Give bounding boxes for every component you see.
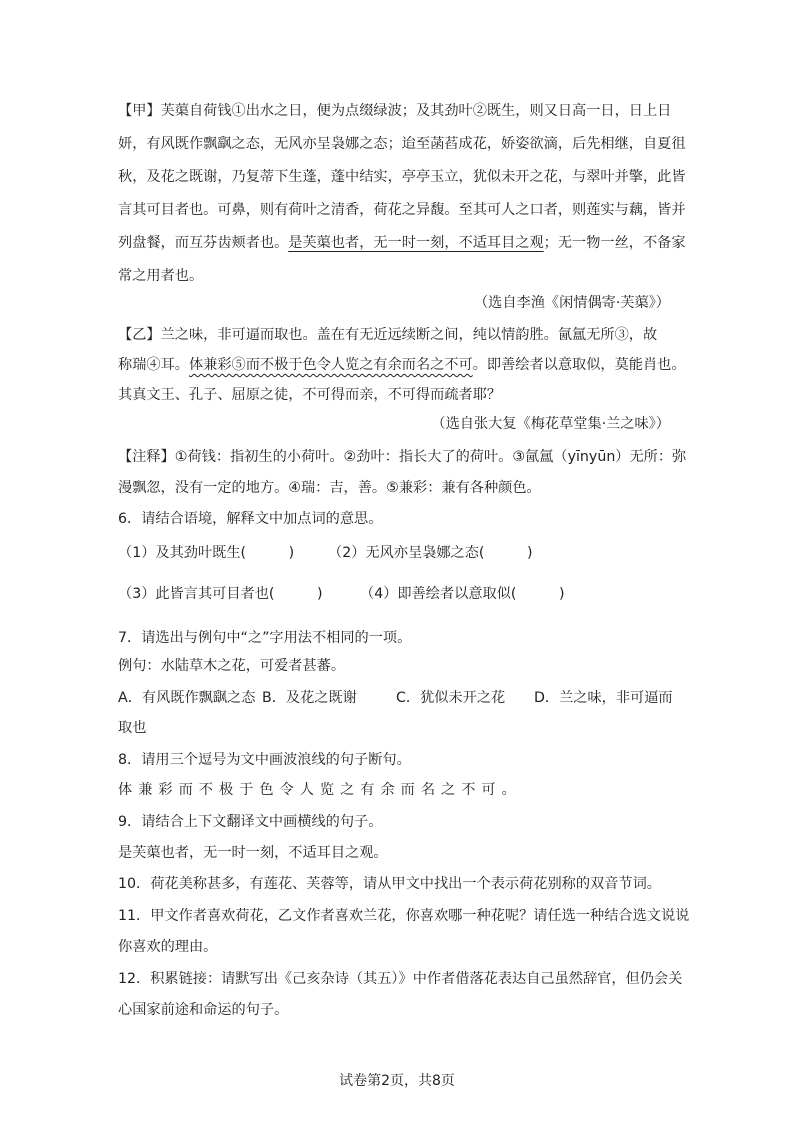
question-10: 10．荷花美称甚多，有莲花、芙蓉等，请从甲文中找出一个表示荷花别称的双音节词。	[118, 876, 661, 892]
question-7-option-d-cont: 取也	[118, 720, 147, 736]
question-9: 9．请结合上下文翻译文中画横线的句子。	[118, 814, 383, 830]
passage-yi-line-1: 【乙】兰之味，非可逼而取也。盖在有无近远续断之间，纯以情韵胜。氤氲无所③，故	[118, 327, 658, 343]
passage-yi-line-2	[118, 354, 686, 374]
question-7-option-d: D．兰之味，非可逼而	[534, 690, 673, 706]
question-6-item-1: （1）及其劲叶既生( )	[118, 545, 295, 561]
passage-yi-source: （选自张大复《梅花草堂集·兰之味》）	[431, 416, 670, 432]
page-footer: 试卷第2页，共8页	[339, 1073, 455, 1089]
passage-jia-line-5-a: 列盘餐，而互芬齿颊者也。	[118, 235, 289, 251]
passage-jia-line-4: 言其可目者也。可鼻，则有荷叶之清香，荷花之异馥。至其可人之口者，则莲实与藕，皆并	[118, 202, 686, 218]
question-7: 7．请选出与例句中“之”字用法不相同的一项。	[118, 630, 412, 646]
question-9-text: 是芙蕖也者，无一时一刻，不适耳目之观。	[118, 845, 388, 861]
question-12-cont: 心国家前途和命运的句子。	[118, 1002, 289, 1018]
question-8: 8．请用三个逗号为文中画波浪线的句子断句。	[118, 752, 411, 768]
question-11: 11．甲文作者喜欢荷花，乙文作者喜欢兰花，你喜欢哪一种花呢？请任选一种结合选文说说	[118, 908, 690, 924]
question-6-item-3: （3）此皆言其可目者也( )	[118, 586, 323, 602]
question-6: 6．请结合语境，解释文中加点词的意思。	[118, 511, 383, 527]
question-8-text: 体兼彩而不极于色令人览之有余而名之不可。	[118, 782, 522, 798]
passage-yi-line-2-c: 。即善绘者以意取似，莫能肖也。	[472, 357, 686, 373]
underlined-sentence: 是芙蕖也者，无一时一刻，不适耳目之观	[288, 235, 544, 251]
passage-yi-line-3: 其真文王、孔子、屈原之徒，不可得而亲，不可得而疏者耶？	[118, 387, 502, 403]
question-11-cont: 你喜欢的理由。	[118, 939, 218, 955]
passage-yi-line-2-a: 称瑞④耳。	[118, 357, 189, 373]
question-7-option-a: A．有风既作飘飖之态	[118, 690, 256, 706]
question-7-option-c: C．犹似未开之花	[396, 690, 506, 706]
question-6-item-4: （4）即善绘者以意取似( )	[360, 586, 565, 602]
question-6-item-2: （2）无风亦呈袅娜之态( )	[328, 545, 533, 561]
passage-jia-line-1: 【甲】芙蕖自荷钱①出水之日，便为点缀绿波；及其劲叶②既生，则又日高一日，日上日	[118, 103, 672, 119]
wavy-underlined-sentence: 体兼彩⑤而不极于色令人览之有余而名之不可	[188, 357, 473, 373]
passage-jia-line-2: 妍，有风既作飘飖之态，无风亦呈袅娜之态；迨至菡萏成花，娇姿欲滴，后先相继，自夏徂	[118, 136, 686, 152]
passage-jia-line-5	[118, 232, 686, 252]
question-7-option-b: B．及花之既谢	[262, 690, 357, 706]
question-12: 12．积累链接：请默写出《己亥杂诗（其五）》中作者借落花表达自己虽然辞官，但仍会关	[118, 971, 683, 987]
question-7-example: 例句：水陆草木之花，可爱者甚蕃。	[118, 658, 346, 674]
notes-line-1: 【注释】①荷钱：指初生的小荷叶。②劲叶：指长大了的荷叶。③氤氲（yīnyūn）无所：弥	[118, 449, 687, 465]
passage-jia-line-6: 常之用者也。	[118, 268, 204, 284]
passage-jia-line-5-c: ；无一物一丝，不备家	[543, 235, 686, 251]
notes-line-2: 漫飘忽，没有一定的地方。④瑞：吉，善。⑤兼彩：兼有各种颜色。	[118, 480, 541, 496]
passage-jia-line-3: 秋，及花之既谢，乃复蒂下生蓬，蓬中结实，亭亭玉立，犹似未开之花，与翠叶并擎，此皆	[118, 169, 686, 185]
passage-jia-source: （选自李渔《闲情偶寄·芙蕖》）	[473, 295, 670, 311]
